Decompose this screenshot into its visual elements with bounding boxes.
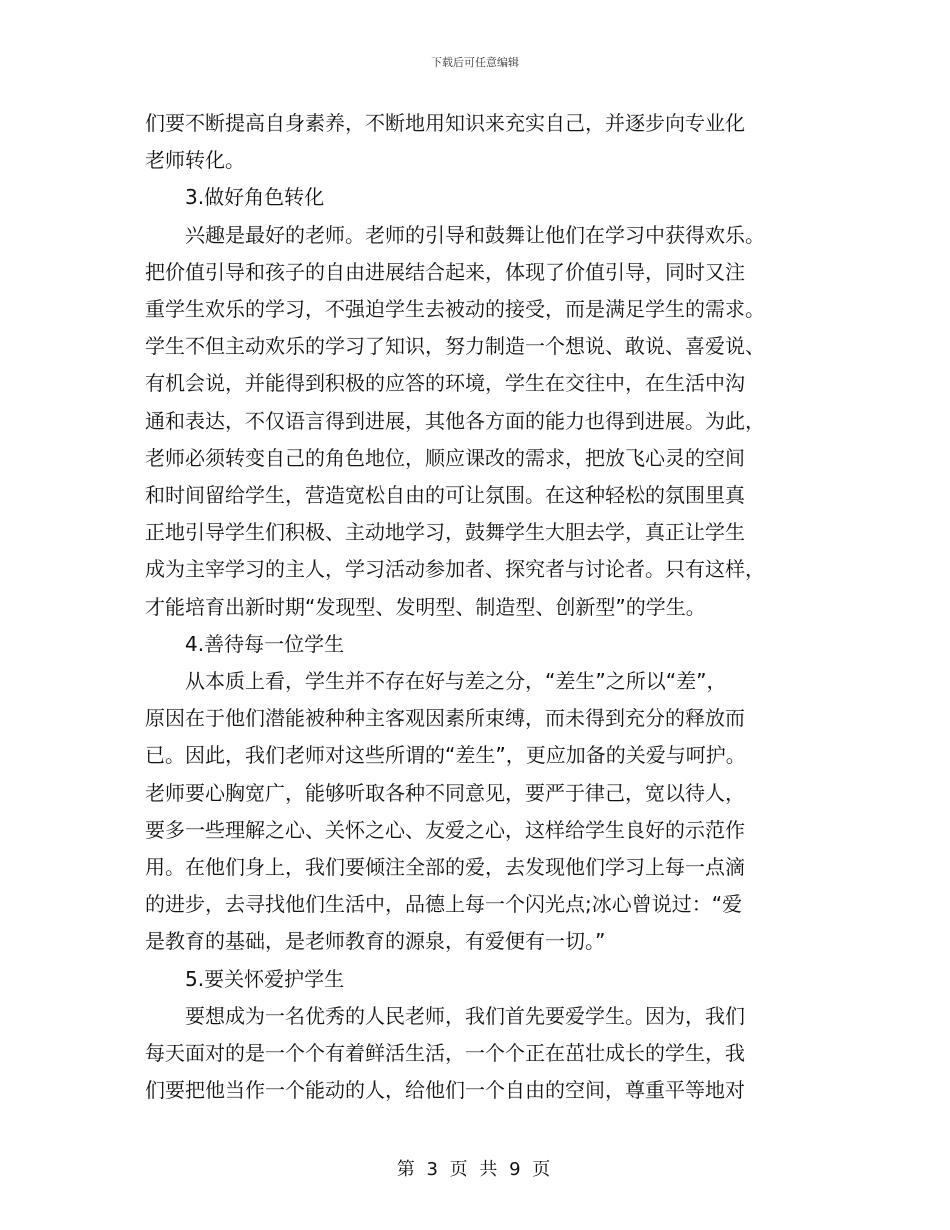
text-line: 们要不断提高自身素养，不断地用知识来充实自己，并逐步向专业化: [145, 111, 745, 135]
page-header: 下载后可任意编辑: [431, 56, 519, 69]
text-line: 5.要关怀爱护学生: [185, 966, 345, 991]
text-line: 从本质上看，学生并不存在好与差之分，“差生”之所以“差”，: [185, 669, 727, 694]
text-line: 有机会说，并能得到积极的应答的环境，学生在交往中，在生活中沟: [145, 371, 745, 396]
text-line: 们要把他当作一个能动的人，给他们一个自由的空间，尊重平等地对: [145, 1078, 745, 1103]
text-line: 老师必须转变自己的角色地位，顺应课改的需求，把放飞心灵的空间: [145, 445, 745, 470]
text-line: 把价值引导和孩子的自由进展结合起来，体现了价值引导，同时又注: [145, 259, 745, 284]
text-line: 成为主宰学习的主人，学习活动参加者、探究者与讨论者。只有这样，: [145, 557, 765, 582]
text-line: 正地引导学生们积极、主动地学习，鼓舞学生大胆去学，真正让学生: [145, 520, 745, 545]
text-line: 是教育的基础，是老师教育的源泉，有爱便有一切。”: [145, 929, 606, 954]
page-footer: 第 3 页 共 9 页: [396, 1159, 554, 1180]
text-line: 老师要心胸宽广，能够听取各种不同意见，要严于律己，宽以待人，: [145, 780, 745, 805]
text-line: 每天面对的是一个个有着鲜活生活，一个个正在茁壮成长的学生，我: [145, 1041, 745, 1066]
text-line: 和时间留给学生，营造宽松自由的可让氛围。在这种轻松的氛围里真: [145, 483, 745, 508]
text-line: 3.做好角色转化: [185, 185, 325, 210]
text-line: 重学生欢乐的学习，不强迫学生去被动的接受，而是满足学生的需求。: [145, 297, 765, 322]
text-line: 已。因此，我们老师对这些所谓的“差生”，更应加备的关爱与呵护。: [145, 743, 746, 768]
text-line: 原因在于他们潜能被种种主客观因素所束缚，而未得到充分的释放而: [145, 706, 745, 731]
text-line: 要多一些理解之心、关怀之心、友爱之心，这样给学生良好的示范作: [145, 817, 745, 842]
document-body: [145, 105, 815, 1109]
text-line: 要想成为一名优秀的人民老师，我们首先要爱学生。因为，我们: [185, 1003, 745, 1028]
text-line: 4.善待每一位学生: [185, 631, 345, 656]
text-line: 的进步，去寻找他们生活中，品德上每一个闪光点;冰心曾说过：“爱: [145, 892, 743, 917]
text-line: 通和表达，不仅语言得到进展，其他各方面的能力也得到进展。为此，: [145, 408, 765, 433]
text-line: 兴趣是最好的老师。老师的引导和鼓舞让他们在学习中获得欢乐。: [185, 222, 765, 247]
text-line: 用。在他们身上，我们要倾注全部的爱，去发现他们学习上每一点滴: [145, 855, 745, 880]
text-line: 学生不但主动欢乐的学习了知识，努力制造一个想说、敢说、喜爱说、: [145, 334, 765, 359]
text-line: 才能培育出新时期“发现型、发明型、制造型、创新型”的学生。: [145, 594, 706, 619]
text-line: 老师转化。: [145, 148, 245, 173]
